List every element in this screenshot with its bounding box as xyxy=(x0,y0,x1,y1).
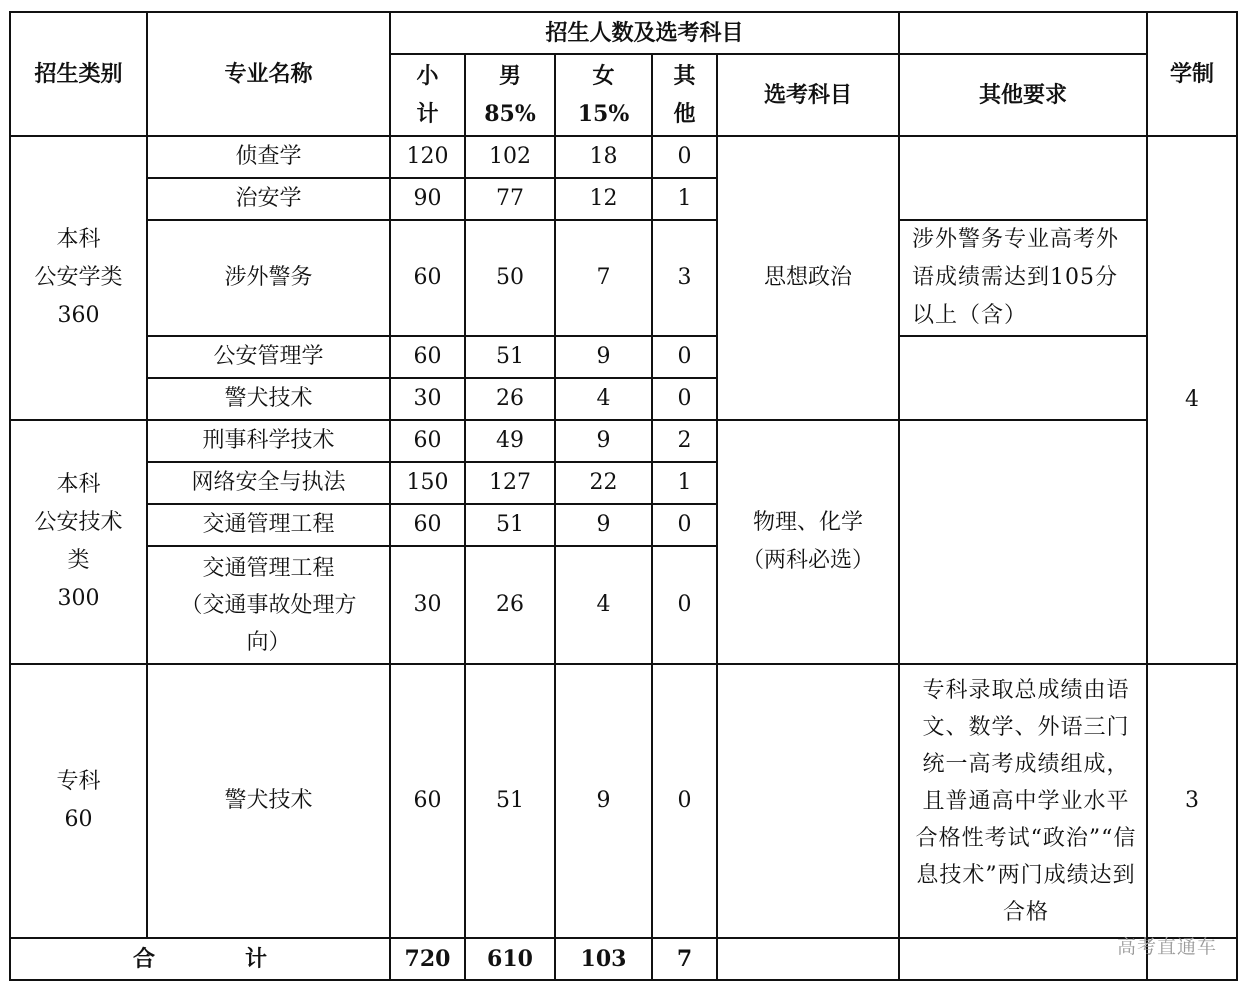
female-cell: 9 xyxy=(555,420,652,462)
major-cell: 交通管理工程 （交通事故处理方 向） xyxy=(147,546,390,664)
other-cell: 1 xyxy=(652,462,717,504)
total-row xyxy=(10,938,1237,980)
subtotal-cell: 60 xyxy=(390,336,465,378)
requirement-blank xyxy=(899,336,1147,420)
female-cell: 18 xyxy=(555,136,652,178)
subject-cell: 思想政治 xyxy=(717,136,899,420)
other-cell: 0 xyxy=(652,664,717,938)
major-cell: 侦查学 xyxy=(147,136,390,178)
total-male: 610 xyxy=(465,938,555,980)
requirement-cell: 涉外警务专业高考外语成绩需达到105分以上（含） xyxy=(899,220,1147,336)
subtotal-cell: 90 xyxy=(390,178,465,220)
subject-cell: 物理、化学 （两科必选） xyxy=(717,420,899,664)
header-male: 男 85% xyxy=(465,54,555,136)
subtotal-cell: 30 xyxy=(390,546,465,664)
table-row xyxy=(10,336,1237,378)
male-cell: 51 xyxy=(465,336,555,378)
female-cell: 4 xyxy=(555,546,652,664)
years-cell: 4 xyxy=(1147,136,1237,664)
header-blank xyxy=(899,12,1147,54)
header-other: 其 他 xyxy=(652,54,717,136)
other-cell: 2 xyxy=(652,420,717,462)
table-row xyxy=(10,420,1237,462)
other-cell: 0 xyxy=(652,546,717,664)
major-cell: 网络安全与执法 xyxy=(147,462,390,504)
subtotal-cell: 120 xyxy=(390,136,465,178)
male-cell: 77 xyxy=(465,178,555,220)
major-cell: 交通管理工程 xyxy=(147,504,390,546)
header-requirement: 其他要求 xyxy=(899,54,1147,136)
male-cell: 49 xyxy=(465,420,555,462)
male-cell: 26 xyxy=(465,546,555,664)
admissions-table-wrapper xyxy=(9,11,1238,981)
major-cell: 刑事科学技术 xyxy=(147,420,390,462)
category-cell: 本科 公安技术 类 300 xyxy=(10,420,147,664)
male-cell: 51 xyxy=(465,504,555,546)
total-other: 7 xyxy=(652,938,717,980)
header-female: 女 15% xyxy=(555,54,652,136)
other-cell: 0 xyxy=(652,336,717,378)
requirement-blank xyxy=(899,420,1147,664)
other-cell: 3 xyxy=(652,220,717,336)
subtotal-cell: 60 xyxy=(390,664,465,938)
female-cell: 9 xyxy=(555,336,652,378)
header-row-1 xyxy=(10,12,1237,54)
male-cell: 51 xyxy=(465,664,555,938)
subject-blank xyxy=(717,664,899,938)
subtotal-cell: 60 xyxy=(390,504,465,546)
female-cell: 22 xyxy=(555,462,652,504)
header-group: 招生人数及选考科目 xyxy=(390,12,899,54)
female-cell: 4 xyxy=(555,378,652,420)
total-subtotal: 720 xyxy=(390,938,465,980)
total-female: 103 xyxy=(555,938,652,980)
male-cell: 102 xyxy=(465,136,555,178)
other-cell: 0 xyxy=(652,136,717,178)
other-cell: 0 xyxy=(652,378,717,420)
header-category: 招生类别 xyxy=(10,12,147,136)
years-cell: 3 xyxy=(1147,664,1237,938)
other-cell: 0 xyxy=(652,504,717,546)
total-label: 合 计 xyxy=(10,938,390,980)
table-row xyxy=(10,664,1237,938)
header-subtotal: 小 计 xyxy=(390,54,465,136)
subtotal-cell: 60 xyxy=(390,420,465,462)
table-row xyxy=(10,136,1237,178)
female-cell: 7 xyxy=(555,220,652,336)
category-cell: 本科 公安学类 360 xyxy=(10,136,147,420)
header-years: 学制 xyxy=(1147,12,1237,136)
subtotal-cell: 150 xyxy=(390,462,465,504)
major-cell: 涉外警务 xyxy=(147,220,390,336)
major-cell: 警犬技术 xyxy=(147,378,390,420)
female-cell: 9 xyxy=(555,504,652,546)
category-cell: 专科 60 xyxy=(10,664,147,938)
subtotal-cell: 30 xyxy=(390,378,465,420)
watermark: 高考直通车 xyxy=(1116,936,1217,958)
other-cell: 1 xyxy=(652,178,717,220)
female-cell: 12 xyxy=(555,178,652,220)
total-subject-blank xyxy=(717,938,899,980)
male-cell: 50 xyxy=(465,220,555,336)
male-cell: 26 xyxy=(465,378,555,420)
header-subject: 选考科目 xyxy=(717,54,899,136)
major-cell: 治安学 xyxy=(147,178,390,220)
female-cell: 9 xyxy=(555,664,652,938)
table-row xyxy=(10,220,1237,336)
major-cell: 公安管理学 xyxy=(147,336,390,378)
requirement-cell: 专科录取总成绩由语文、数学、外语三门统一高考成绩组成，且普通高中学业水平合格性考试“政治”“信息技术”两门成绩达到合格 xyxy=(899,664,1147,938)
header-major: 专业名称 xyxy=(147,12,390,136)
subtotal-cell: 60 xyxy=(390,220,465,336)
major-cell: 警犬技术 xyxy=(147,664,390,938)
requirement-blank xyxy=(899,136,1147,220)
male-cell: 127 xyxy=(465,462,555,504)
total-requirement-blank xyxy=(899,938,1147,980)
admissions-table xyxy=(9,11,1238,981)
